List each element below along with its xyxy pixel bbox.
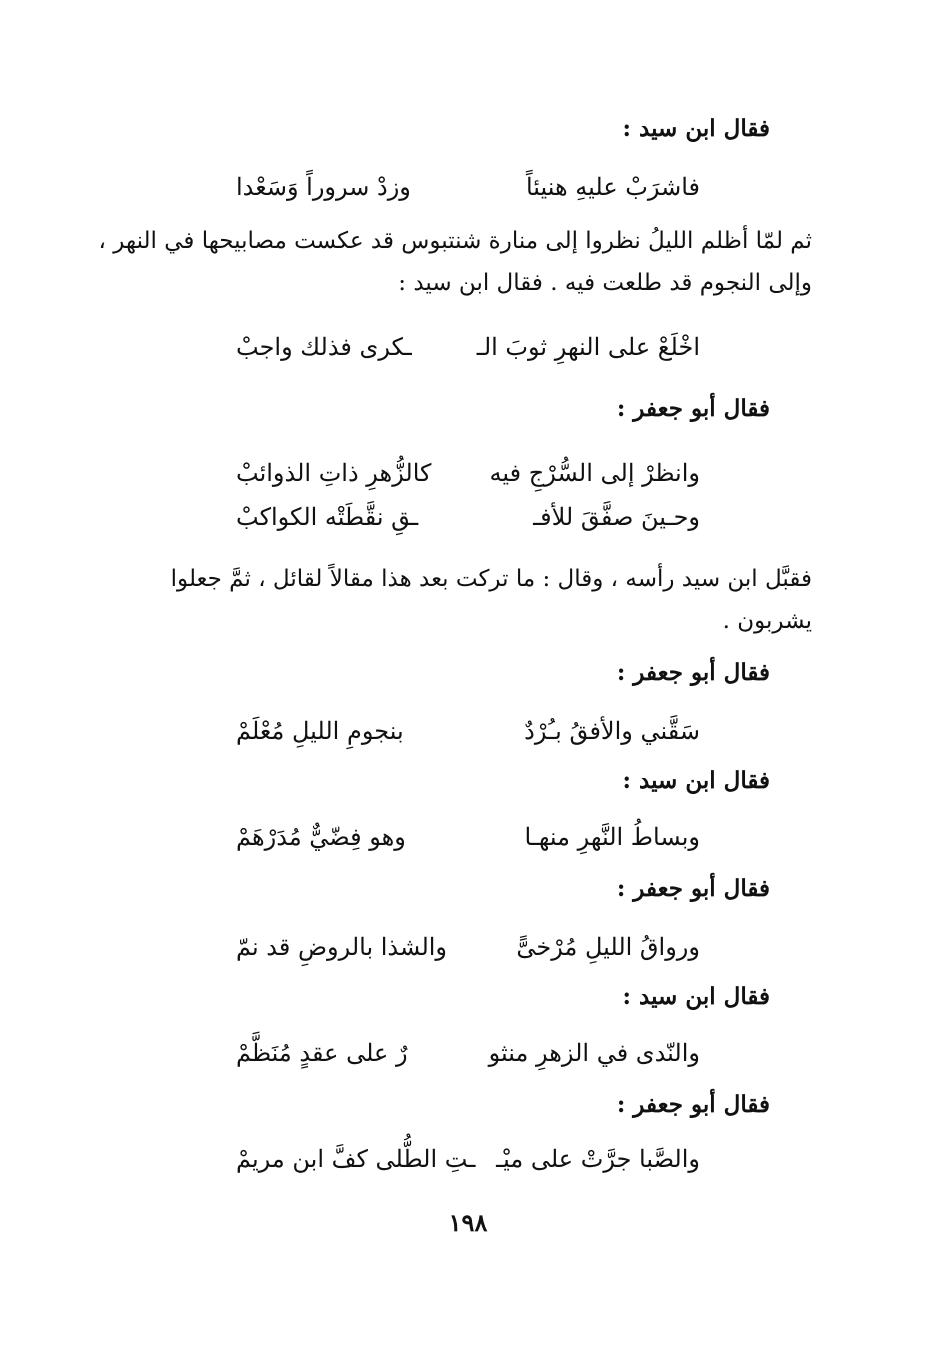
verse-line xyxy=(236,330,700,364)
verse-second-hemistich: وهو فِضّيٌّ مُدَرْهَمْ xyxy=(236,823,406,851)
speaker-line: فقال أبو جعفر : xyxy=(616,875,770,902)
verse-second-hemistich: ـتِ الطُّلى كفَّ ابن مريمْ xyxy=(236,1145,476,1173)
prose-line: ثم لمّا أظلم الليلُ نظروا إلى منارة شنتبوس قد عكست مصابيحها في النهر ، xyxy=(98,228,812,254)
verse-first-hemistich: سَقَّني والأفقُ بـُرْدٌ xyxy=(524,717,700,745)
verse-line xyxy=(236,1036,700,1070)
verse-second-hemistich: والشذا بالروضِ قد نمّ xyxy=(236,933,448,961)
verse-line xyxy=(236,456,700,490)
verse-first-hemistich: والصَّبا جرَّتْ على ميْـ xyxy=(496,1145,700,1173)
prose-line: وإلى النجوم قد طلعت فيه . فقال ابن سيد : xyxy=(398,270,812,296)
verse-second-hemistich: ـكرى فذلك واجبْ xyxy=(236,333,412,361)
verse-line xyxy=(236,820,700,854)
verse-first-hemistich: اخْلَعْ على النهرِ ثوبَ الـ xyxy=(476,333,700,361)
speaker-line: فقال ابن سيد : xyxy=(622,983,770,1010)
verse-line xyxy=(236,714,700,748)
verse-line xyxy=(236,500,700,534)
verse-second-hemistich: بنجومِ الليلِ مُعْلَمْ xyxy=(236,717,404,745)
verse-second-hemistich: ـقِ نقَّطَتْه الكواكبْ xyxy=(236,503,419,531)
speaker-line: فقال ابن سيد : xyxy=(622,767,770,794)
speaker-line: فقال أبو جعفر : xyxy=(616,1091,770,1118)
page-number: ١٩٨ xyxy=(448,1208,488,1237)
speaker-line: فقال ابن سيد : xyxy=(622,115,770,142)
verse-second-hemistich: وزدْ سروراً وَسَعْدا xyxy=(236,173,411,201)
verse-second-hemistich: رٌ على عقدٍ مُنَظَّمْ xyxy=(236,1039,408,1067)
verse-line xyxy=(236,170,700,204)
prose-line: يشربون . xyxy=(722,608,812,634)
verse-first-hemistich: والنّدى في الزهرِ منثو xyxy=(488,1039,700,1067)
verse-line xyxy=(236,930,700,964)
verse-first-hemistich: وانظرْ إلى السُّرْجِ فيه xyxy=(489,459,700,487)
verse-second-hemistich: كالزُّهرِ ذاتِ الذوائبْ xyxy=(236,459,432,487)
verse-line xyxy=(236,1142,700,1176)
verse-first-hemistich: ورواقُ الليلِ مُرْخىًّ xyxy=(516,933,700,961)
prose-line: فقبَّل ابن سيد رأسه ، وقال : ما تركت بعد هذا مقالاً لقائل ، ثمَّ جعلوا xyxy=(170,566,812,592)
verse-first-hemistich: فاشرَبْ عليهِ هنيئاً xyxy=(525,173,700,201)
verse-first-hemistich: وحـينَ صفَّقَ للأفـ xyxy=(533,503,700,531)
speaker-line: فقال أبو جعفر : xyxy=(616,395,770,422)
speaker-line: فقال أبو جعفر : xyxy=(616,659,770,686)
verse-first-hemistich: وبساطُ النَّهرِ منهـا xyxy=(524,823,700,851)
